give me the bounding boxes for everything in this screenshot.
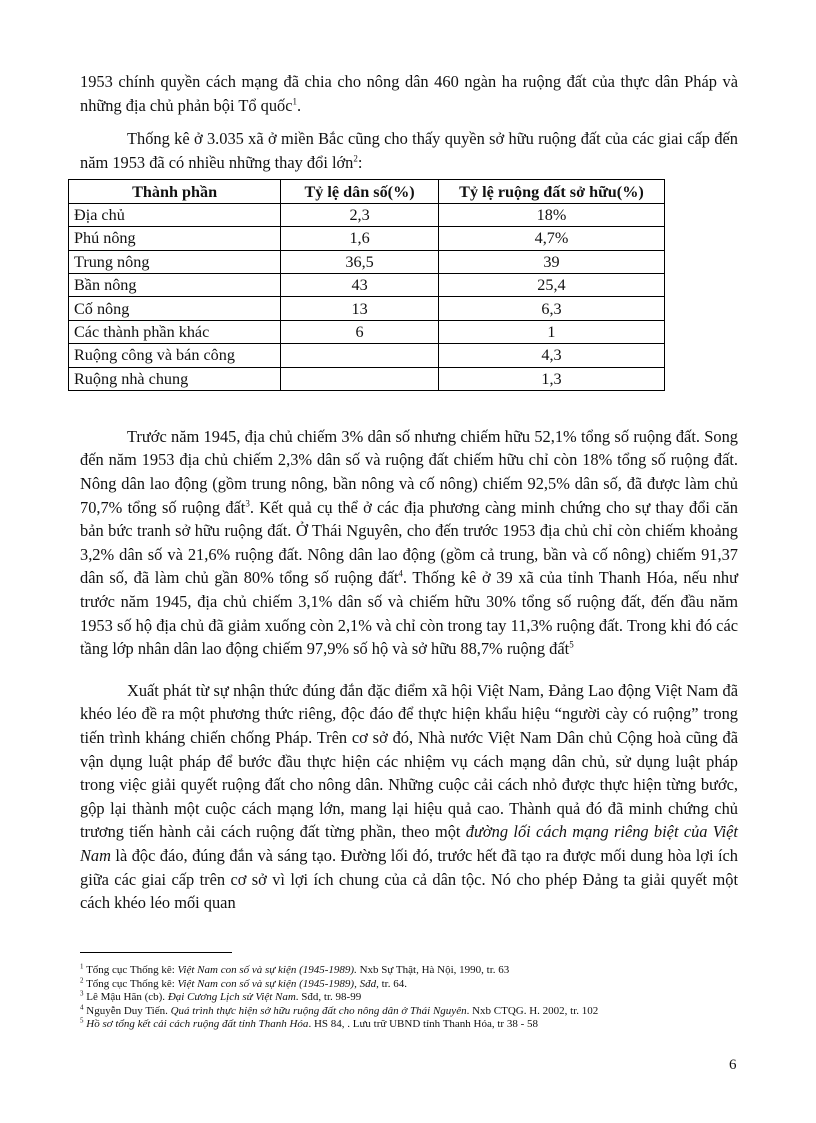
header-component: Thành phần: [69, 180, 281, 203]
table-row: [69, 297, 665, 320]
footnote-ref-3[interactable]: 3: [245, 498, 250, 509]
footnotes: [80, 964, 740, 1032]
cell-land: 4,7%: [438, 227, 664, 250]
table-intro-paragraph: Thống kê ở 3.035 xã ở miền Bắc cũng cho thấy quyền sở hữu ruộng đất của các giai cấp đến năm 1953 đã có nhiều những thay đổi lớn$^2$:: [80, 129, 738, 172]
cell-population: 1,6: [281, 227, 439, 250]
cell-land: 39: [438, 250, 664, 273]
footnote-ref-4[interactable]: 4: [398, 568, 403, 579]
cell-land: 25,4: [438, 273, 664, 296]
page-number: 6: [729, 1057, 737, 1073]
table-row: [69, 203, 665, 226]
land-ownership-table: [68, 179, 665, 391]
cell-component: Trung nông: [69, 250, 281, 273]
cell-component: Cố nông: [69, 297, 281, 320]
footnote-item: $^1$ Tổng cục Thống kê: Việt Nam con số và sự kiện (1945-1989). Nxb Sự Thật, Hà Nội, 1990, tr. 63: [80, 962, 510, 976]
table-row: [69, 250, 665, 273]
table-row: [69, 367, 665, 390]
cell-population: 2,3: [281, 203, 439, 226]
cell-population: [281, 344, 439, 367]
cell-population: 43: [281, 273, 439, 296]
table-header-row: [69, 180, 665, 203]
footnote-item: $^2$ Tổng cục Thống kê: Việt Nam con số và sự kiện (1945-1989), Sđd, tr. 64.: [80, 975, 407, 990]
footnote-item: $^3$ Lê Mậu Hãn (cb). Đại Cương Lịch sử Việt Nam. Sđd, tr. 98-99: [80, 989, 362, 1004]
cell-component: Phú nông: [69, 227, 281, 250]
table-row: [69, 227, 665, 250]
footnote-item: $^5$ Hồ sơ tổng kết cải cách ruộng đất tỉnh Thanh Hóa. HS 84, . Lưu trữ UBND tỉnh Thanh Hóa, tr 38 - 58: [80, 1016, 539, 1031]
footnote-ref-2[interactable]: 2: [353, 153, 358, 164]
footnote-ref-1[interactable]: 1: [292, 96, 298, 107]
cell-land: 18%: [438, 203, 664, 226]
cell-population: 36,5: [281, 250, 439, 273]
footnote-divider: [80, 952, 232, 953]
cell-component: Bần nông: [69, 273, 281, 296]
cell-land: 1: [438, 320, 664, 343]
table-row: [69, 344, 665, 367]
header-population-ratio: Tỷ lệ dân số(%): [281, 180, 439, 203]
cell-population: [281, 367, 439, 390]
italic-phrase: đường lối cách mạng riêng biệt của Việt Nam: [80, 822, 738, 865]
table-row: [69, 273, 665, 296]
cell-population: 13: [281, 297, 439, 320]
paragraph-land-change: Trước năm 1945, địa chủ chiếm 3% dân số nhưng chiếm hữu 52,1% tổng số ruộng đất. Song đến năm 1953 địa chủ chiếm 2,3% dân số và ruộng đất chiếm hữu chỉ còn 18% tổng số ruộng đất. Nông dân lao động (gồm trung nông, bần nông và cố nông) chiếm 92,5% dân số, đã được làm chủ 70,7% tổng số ruộng đất$^3$. Kết quả cụ thể ở các địa phương càng minh chứng cho sự thay đổi căn bản bức tranh sở hữu ruộng đất. Ở Thái Nguyên, cho đến trước 1953 địa chủ chỉ còn chiếm khoảng 3,2% dân số và 21,6% ruộng đất. Nông dân lao động (gồm cả trung, bần và cố nông) chiếm 91,37 dân số, đã làm chủ gần 80% tổng số ruộng đất$^4$. Thống kê ở 39 xã của tỉnh Thanh Hóa, nếu như trước năm 1945, địa chủ chiếm 3,1% dân số và chiếm hữu 30% tổng số ruộng đất, đến đầu năm 1953 số hộ địa chủ đã giảm xuống còn 2,1% và chỉ còn trong tay 11,3% ruộng đất. Trong khi đó các tầng lớp nhân dân lao động chiếm 97,9% số hộ và sở hữu 88,7% ruộng đất$^5$: [80, 426, 738, 659]
cell-component: Địa chủ: [69, 203, 281, 226]
footnote-ref-5[interactable]: 5: [569, 639, 574, 650]
intro-paragraph: 1953 chính quyền cách mạng đã chia cho nông dân 460 ngàn ha ruộng đất của thực dân Pháp và những địa chủ phản bội Tổ quốc$^1$.: [80, 72, 738, 115]
cell-land: 1,3: [438, 367, 664, 390]
document-body: [74, 70, 738, 915]
table-row: [69, 320, 665, 343]
cell-component: Các thành phần khác: [69, 320, 281, 343]
cell-land: 4,3: [438, 344, 664, 367]
cell-population: 6: [281, 320, 439, 343]
paragraph-policy: Xuất phát từ sự nhận thức đúng đắn đặc điểm xã hội Việt Nam, Đảng Lao động Việt Nam đã khéo léo đề ra một phương thức riêng, độc đáo để thực hiện khẩu hiệu “người cày có ruộng” trong tiến trình kháng chiến chống Pháp. Trên cơ sở đó, Nhà nước Việt Nam Dân chủ Cộng hoà cũng đã vận dụng luật pháp để bước đầu thực hiện các nhiệm vụ cách mạng dân chủ, sử dụng luật pháp trong việc giải quyết ruộng đất cho nông dân. Những cuộc cải cách nhỏ được thực hiện từng bước, gộp lại thành một cuộc cách mạng lớn, mang lại hiệu quả cao. Thành quả đó đã minh chứng chủ trương tiến hành cải cách ruộng đất từng phần, theo một đường lối cách mạng riêng biệt của Việt Nam là độc đáo, đúng đắn và sáng tạo. Đường lối đó, trước hết đã tạo ra được mối dung hòa lợi ích giữa các giai cấp trên cơ sở vì lợi ích chung của cả dân tộc. Nó cho phép Đảng ta giải quyết một cách khéo léo mối quan: [80, 680, 738, 913]
cell-component: Ruộng nhà chung: [69, 367, 281, 390]
cell-land: 6,3: [438, 297, 664, 320]
footnote-item: $^4$ Nguyễn Duy Tiến. Quá trình thực hiện sở hữu ruộng đất cho nông dân ở Thái Nguyên. Nxb CTQG. H. 2002, tr. 102: [80, 1003, 599, 1017]
header-land-ratio: Tỷ lệ ruộng đất sở hữu(%): [438, 180, 664, 203]
cell-component: Ruộng công và bán công: [69, 344, 281, 367]
